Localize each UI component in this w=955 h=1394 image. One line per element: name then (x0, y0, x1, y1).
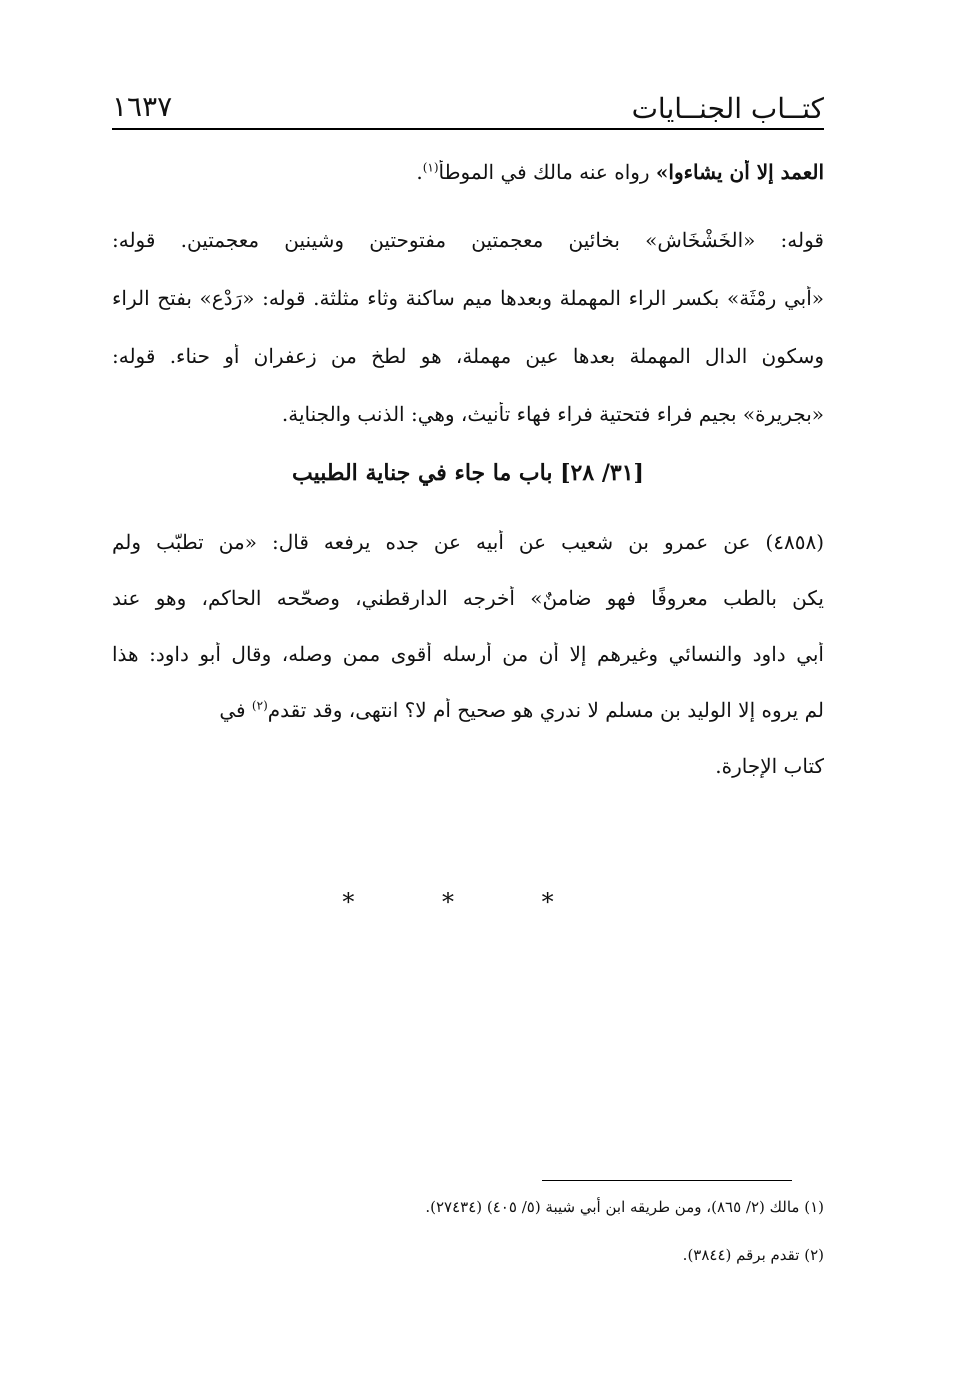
paragraph-line: «بجريرة» بجيم فراء فتحتية فراء فهاء تأنيث، وهي: الذنب والجناية. (281, 402, 824, 426)
hadith-paragraph (112, 530, 824, 790)
paragraph-continuation (112, 160, 824, 200)
paragraph-end: . (416, 160, 423, 184)
section-separator: * * * (342, 888, 594, 916)
paragraph-text: في (219, 698, 252, 722)
section-heading: [٣١/ ٢٨] باب ما جاء في جناية الطبيب (292, 460, 644, 486)
paragraph-line: وسكون الدال المهملة بعدها عين مهملة، هو لطخ من زعفران أو حناء. قوله: (112, 344, 824, 368)
quoted-text: العمد إلا أن يشاءوا» (655, 160, 824, 184)
running-title: كتــاب الجنــايات (631, 92, 824, 125)
page-header (112, 88, 824, 128)
glossary-paragraph (112, 228, 824, 438)
paragraph-line: (٤٨٥٨) عن عمرو بن شعيب عن أبيه عن جده يرفعه قال: «من تطبّب ولم (112, 530, 824, 554)
footnote-rule (542, 1180, 792, 1181)
paragraph-line: كتاب الإجارة. (715, 754, 824, 778)
paragraph-line (112, 698, 824, 722)
footnote-ref: (٢) (251, 698, 268, 713)
footnote: (٢) تقدم برقم (٣٨٤٤). (682, 1246, 824, 1264)
paragraph-text: لم يروه إلا الوليد بن مسلم لا ندري هو صحيح أم لا؟ انتهى، وقد تقدم (267, 698, 824, 722)
footnote: (١) مالك (٢/ ٨٦٥)، ومن طريقه ابن أبي شيبة (٥/ ٤٠٥) (٢٧٤٣٤). (425, 1198, 824, 1216)
paragraph-line: أبي داود والنسائي وغيرهم إلا أن من أرسله أقوى ممن وصله، وقال أبو داود: هذا (112, 642, 824, 666)
paragraph-line: قوله: «الخَشْخَاش» بخائين معجمتين مفتوحتين وشينين معجمتين. قوله: (112, 228, 824, 252)
paragraph-line: «أبي رِمْثَة» بكسر الراء المهملة وبعدها ميم ساكنة وثاء مثلثة. قوله: «رَدْع» بفتح الراء (112, 286, 824, 310)
header-rule (112, 128, 824, 130)
paragraph-line (112, 160, 824, 184)
footnote-ref: (١) (422, 160, 439, 175)
paragraph-text: رواه عنه مالك في الموطأ (438, 160, 656, 184)
page-number: ١٦٣٧ (112, 90, 173, 123)
paragraph-line: يكن بالطب معروفًا فهو ضامنٌ» أخرجه الدارقطني، وصحّحه الحاكم، وهو عند (112, 586, 824, 610)
